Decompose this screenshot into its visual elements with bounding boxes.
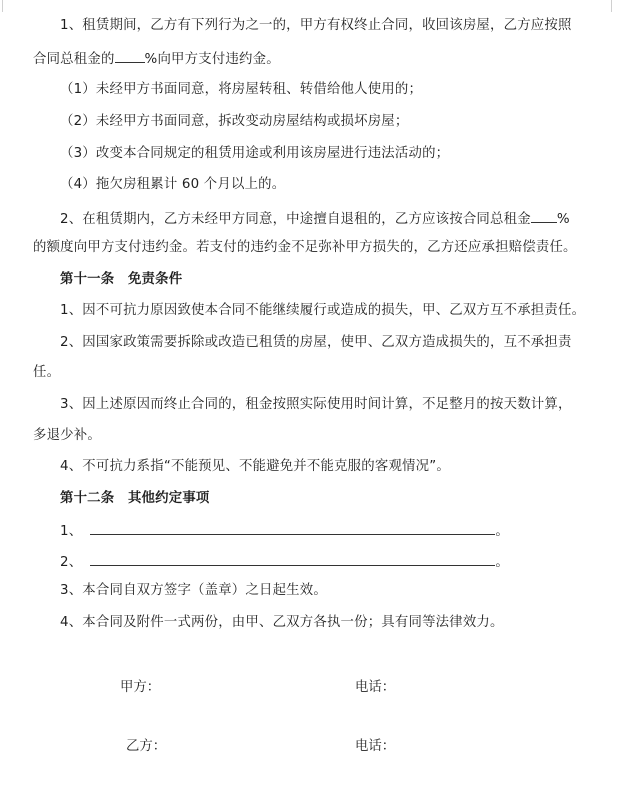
clause10-item2-post: % [556, 212, 570, 227]
party-b-phone-label: 电话： [355, 739, 396, 754]
sub-item-3: （3）改变本合同规定的租赁用途或利用该房屋进行违法活动的； [60, 146, 450, 161]
clause10-item1-post: %向甲方支付违约金。 [144, 52, 280, 67]
party-a-phone-label: 电话： [355, 680, 396, 695]
article12-item4: 4、本合同及附件一式两份，由甲、乙双方各执一份；具有同等法律效力。 [60, 615, 504, 630]
article12-item1-number: 1、 [60, 524, 83, 539]
penalty-percent-blank-1 [115, 48, 145, 63]
article11-item1: 1、因不可抗力原因致使本合同不能继续履行或造成的损失，甲、乙双方互不承担责任。 [60, 303, 586, 318]
article11-item3-line2: 多退少补。 [33, 428, 101, 443]
article11-title: 第十一条 免责条件 [60, 272, 183, 287]
sub-item-4: （4）拖欠房租累计 60 个月以上的。 [60, 177, 286, 192]
clause10-item2-line2: 的额度向甲方支付违约金。若支付的违约金不足弥补甲方损失的，乙方还应承担赔偿责任。 [33, 240, 577, 255]
article11-item2-line2: 任。 [33, 365, 61, 380]
article12-item1 [60, 520, 509, 541]
party-a-label: 甲方： [120, 680, 161, 695]
clause10-item2-pre: 2、在租赁期内，乙方未经甲方同意，中途擅自退租的，乙方应该按合同总租金 [60, 212, 531, 227]
article12-item2-blank [90, 551, 495, 566]
page-edge-right [611, 0, 612, 12]
article12-item1-blank [90, 520, 495, 535]
clause10-item1-line2 [33, 48, 280, 69]
article11-item4: 4、不可抗力系指“不能预见、不能避免并不能克服的客观情况”。 [60, 459, 450, 474]
clause10-item1-pre: 合同总租金的 [33, 52, 115, 67]
clause10-item1-line1: 1、租赁期间，乙方有下列行为之一的，甲方有权终止合同，收回该房屋，乙方应按照 [60, 18, 572, 33]
penalty-percent-blank-2 [531, 208, 557, 223]
article12-item1-end: 。 [495, 524, 509, 539]
page-edge-left [2, 0, 3, 12]
sub-item-2: （2）未经甲方书面同意，拆改变动房屋结构或损坏房屋； [60, 114, 409, 129]
article11-item3-line1: 3、因上述原因而终止合同的，租金按照实际使用时间计算，不足整月的按天数计算， [60, 397, 572, 412]
article12-item2-number: 2、 [60, 555, 83, 570]
party-b-label: 乙方： [126, 739, 167, 754]
article12-item2 [60, 551, 509, 572]
article12-title: 第十二条 其他约定事项 [60, 491, 210, 506]
clause10-item2-line1 [60, 208, 570, 229]
article12-item3: 3、本合同自双方签字（盖章）之日起生效。 [60, 583, 327, 598]
sub-item-1: （1）未经甲方书面同意，将房屋转租、转借给他人使用的； [60, 82, 423, 97]
article12-item2-end: 。 [495, 555, 509, 570]
article11-item2-line1: 2、因国家政策需要拆除或改造已租赁的房屋，使甲、乙双方造成损失的，互不承担责 [60, 335, 572, 350]
